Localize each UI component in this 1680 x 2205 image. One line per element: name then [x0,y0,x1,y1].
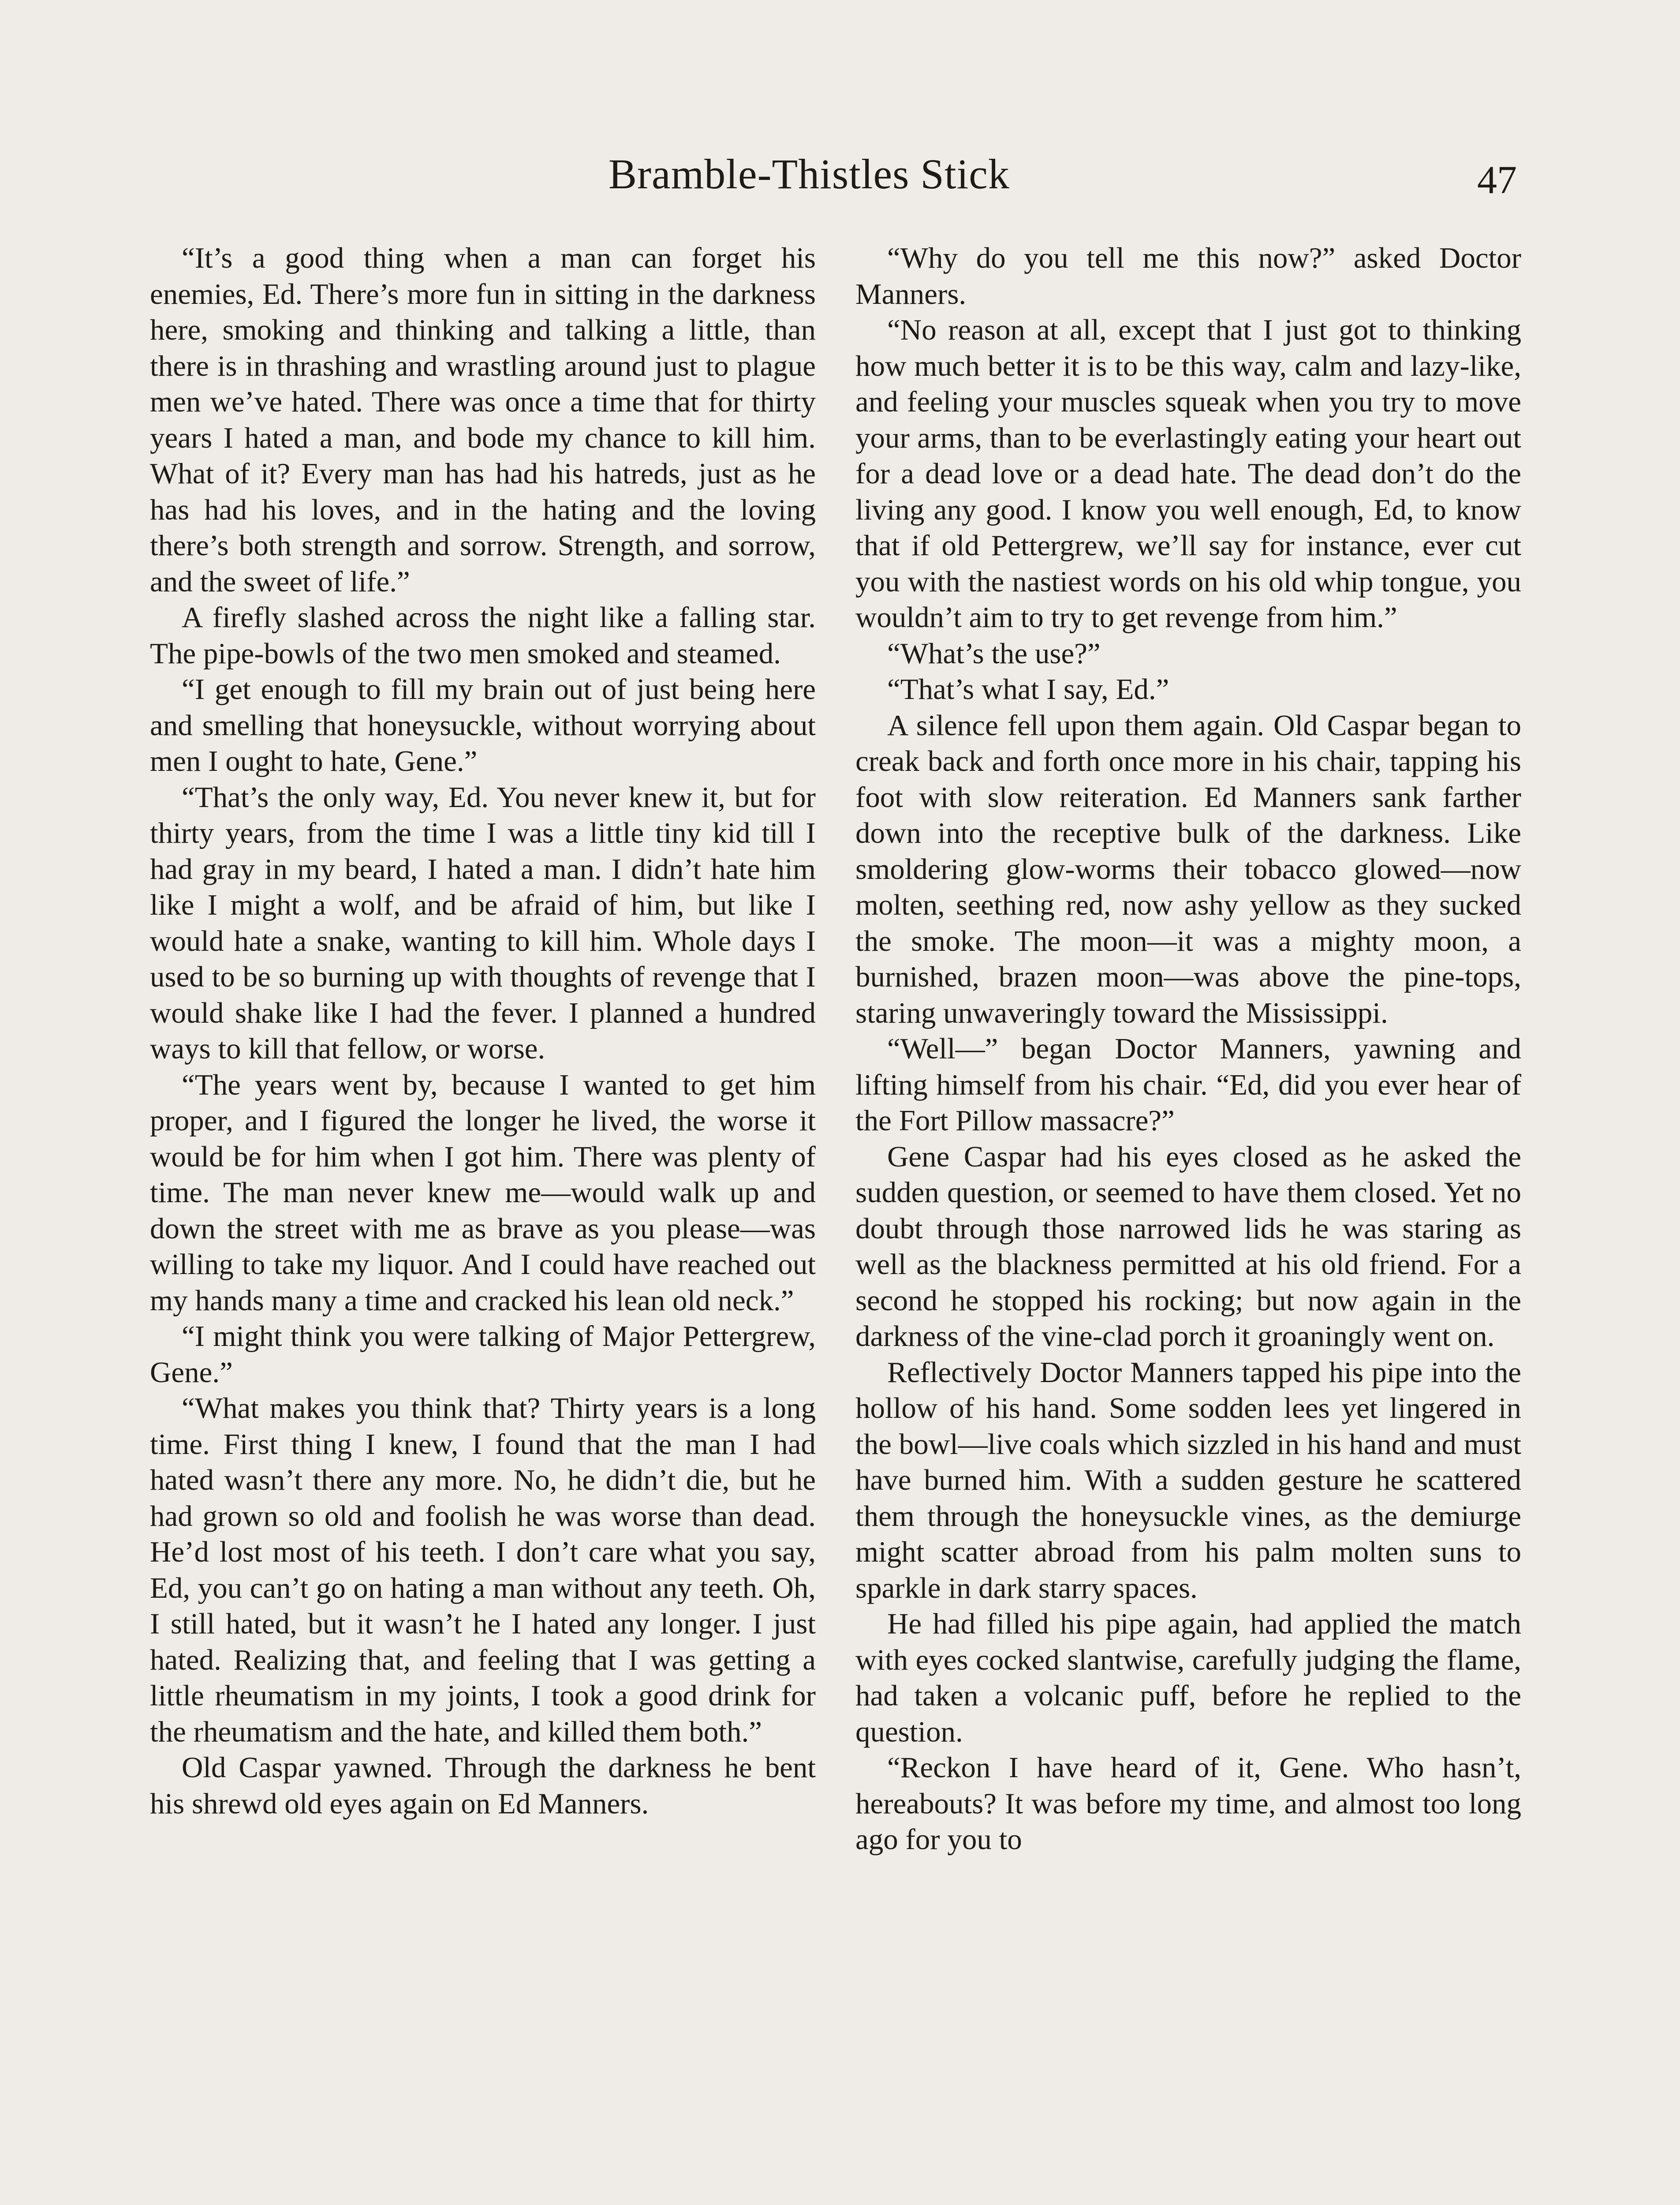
left-column [150,240,816,2205]
page-number: 47 [1477,158,1517,202]
paragraph: “Well—” began Doctor Manners, yawning and lifting himself from his chair. “Ed, did you ever hear of the Fort Pillow massacre?” [855,1032,1521,1137]
paragraph: “I get enough to fill my brain out of just being here and smelling that honeysuckle, without worrying about men I ought to hate, Gene.” [150,673,816,777]
paragraph: Gene Caspar had his eyes closed as he asked the sudden question, or seemed to have them closed. Yet no doubt through those narrowed lids he was staring as well as the blackness permitted at his old friend. For a second he stopped his rocking; but now again in the darkness of the vine-clad porch it groaningly went on. [855,1140,1521,1353]
paragraph: “No reason at all, except that I just got to thinking how much better it is to be this way, calm and lazy-like, and feeling your muscles squeak when you try to move your arms, than to be everlastingly eating your heart out for a dead love or a dead hate. The dead don’t do the living any good. I know you well enough, Ed, to know that if old Pettergrew, we’ll say for instance, ever cut you with the nastiest words on his old whip tongue, you wouldn’t aim to try to get revenge from him.” [855,314,1521,634]
paragraph: Reflectively Doctor Manners tapped his pipe into the hollow of his hand. Some sodden lees yet lingered in the bowl—live coals which sizzled in his hand and must have burned him. With a sudden gesture he scattered them through the honeysuckle vines, as the demiurge might scatter abroad from his palm molten suns to sparkle in dark starry spaces. [855,1356,1521,1604]
paragraph: “I might think you were talking of Major Pettergrew, Gene.” [150,1320,816,1389]
paragraph: “What makes you think that? Thirty years is a long time. First thing I knew, I found that the man I had hated wasn’t there any more. No, he didn’t die, but he had grown so old and foolish he was worse than dead. He’d lost most of his teeth. I don’t care what you say, Ed, you can’t go on hating a man without any teeth. Oh, I still hated, but it wasn’t he I hated any longer. I just hated. Realizing that, and feeling that I was getting a little rheumatism in my joints, I took a good drink for the rheumatism and the hate, and killed them both.” [150,1392,816,1748]
paragraph: “The years went by, because I wanted to get him proper, and I figured the longer he lived, the worse it would be for him when I got him. There was plenty of time. The man never knew me—would walk up and down the street with me as brave as you please—was willing to take my liquor. And I could have reached out my hands many a time and cracked his lean old neck.” [150,1068,816,1317]
right-column [855,240,1521,2205]
paragraph: “That’s what I say, Ed.” [887,673,1169,706]
paragraph: A firefly slashed across the night like a falling star. The pipe-bowls of the two men smoked and steamed. [150,601,816,670]
paragraph: “That’s the only way, Ed. You never knew it, but for thirty years, from the time I was a little tiny kid till I had gray in my beard, I hated a man. I didn’t hate him like I might a wolf, and be afraid of him, but like I would hate a snake, wanting to kill him. Whole days I used to be so burning up with thoughts of revenge that I would shake like I had the fever. I planned a hundred ways to kill that fellow, or worse. [150,781,816,1065]
paragraph: He had filled his pipe again, had applied the match with eyes cocked slantwise, carefully judging the flame, had taken a volcanic puff, before he replied to the question. [855,1607,1521,1748]
paragraph: A silence fell upon them again. Old Caspar began to creak back and forth once more in his chair, tapping his foot with slow reiteration. Ed Manners sank farther down into the receptive bulk of the darkness. Like smoldering glow-worms their tobacco glowed—now molten, seething red, now ashy yellow as they sucked the smoke. The moon—it was a mighty moon, a burnished, brazen moon—was above the pine-tops, staring unwaveringly toward the Mississippi. [855,709,1521,1029]
paragraph: “Reckon I have heard of it, Gene. Who hasn’t, hereabouts? It was before my time, and almost too long ago for you to [855,1751,1521,1856]
page-header [0,146,1680,203]
paragraph: Old Caspar yawned. Through the darkness he bent his shrewd old eyes again on Ed Manners. [150,1751,816,1820]
running-title: Bramble-Thistles Stick [609,150,1010,198]
paragraph: “It’s a good thing when a man can forget his enemies, Ed. There’s more fun in sitting in the darkness here, smoking and thinking and talking a little, than there is in thrashing and wrastling around just to plague men we’ve hated. There was once a time that for thirty years I hated a man, and bode my chance to kill him. What of it? Every man has had his hatreds, just as he has had his loves, and in the hating and the loving there’s both strength and sorrow. Strength, and sorrow, and the sweet of life.” [150,242,816,598]
paragraph: “Why do you tell me this now?” asked Doctor Manners. [855,242,1521,310]
paragraph: “What’s the use?” [887,637,1101,670]
